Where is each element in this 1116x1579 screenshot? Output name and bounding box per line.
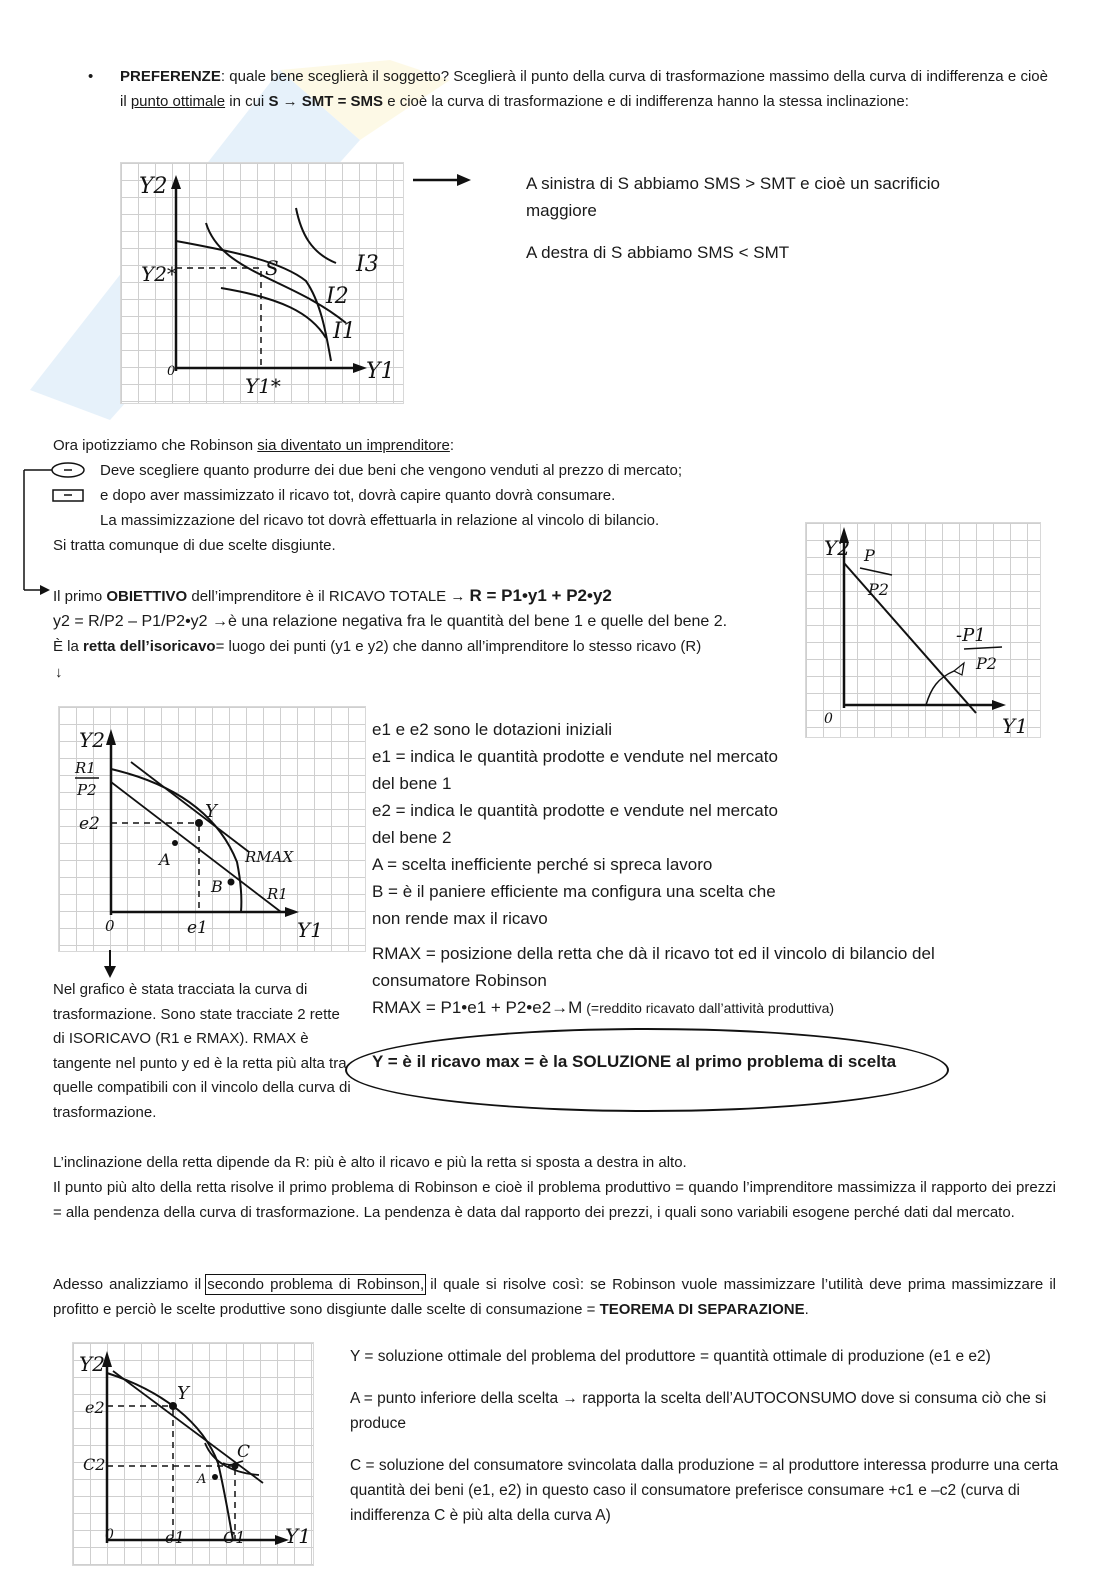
left-note: Nel grafico è stata tracciata la curva di trasformazione. Sono state tracciate 2 rette di ISORICAVO (R1 e RMAX). RMAX è tangente nel punto y ed è la retta più alta tra quelle compatibili con il vincolo della curva di trasformazione. xyxy=(53,981,351,1121)
down-arrow-icon xyxy=(100,950,120,980)
robinson-line-4: Si tratta comunque di due scelte disgiunte. xyxy=(53,537,336,554)
rmax-definition xyxy=(372,940,1012,1022)
fig2-x-axis: Y1 xyxy=(1002,714,1028,737)
endowments-line-3: e2 = indica le quantità prodotte e vendute nel mercato del bene 2 xyxy=(372,801,778,847)
fig4-c2: C2 xyxy=(83,1455,106,1474)
second-b: il quale si risolve così: se Robinson vuole massimizzare l’utilità deve prima massimizzare il profitto e perciò le scelte produttive sono disgiunte dalle scelte di consumazione = xyxy=(53,1276,1057,1318)
fig4-e2: e2 xyxy=(85,1398,105,1417)
robinson-intro xyxy=(53,433,773,458)
figure-rmax xyxy=(58,706,366,952)
fig4-c1: C1 xyxy=(223,1528,246,1547)
isoricavo-chart xyxy=(806,523,1040,737)
endowments-line-2: e1 = indica le quantità prodotte e vendute nel mercato del bene 1 xyxy=(372,747,778,793)
equation-line: y2 = R/P2 – P1/P2•y2 →è una relazione negativa fra le quantità del bene 1 e quelle del bene 2. xyxy=(53,613,728,630)
preferences-formula: S → SMT = SMS xyxy=(268,93,384,110)
objective-b: dell’imprenditore è il RICAVO TOTALE → xyxy=(187,588,470,605)
fig3-e2: e2 xyxy=(79,814,100,834)
rmax-formula-note: (=reddito ricavato dall’attività produttiva) xyxy=(582,1000,835,1016)
fig4-y-axis: Y2 xyxy=(79,1352,105,1376)
fig3-e1: e1 xyxy=(187,918,208,938)
fig4-origin: 0 xyxy=(105,1527,114,1543)
optimal-point-link: punto ottimale xyxy=(130,93,226,110)
figure-isoricavo xyxy=(805,522,1041,738)
fig1-y-star: Y2* xyxy=(141,262,177,286)
rmax-chart xyxy=(59,707,365,951)
fig2-slope-den: P2 xyxy=(976,654,997,673)
fig3-x-axis: Y1 xyxy=(297,918,323,942)
robinson-line-3: La massimizzazione del ricavo tot dovrà effettuarla in relazione al vincolo di bilancio. xyxy=(100,512,660,529)
fig2-slope-num: -P1 xyxy=(956,625,986,646)
figure-indifference xyxy=(120,162,404,404)
note-sms-right: A destra di S abbiamo SMS < SMT xyxy=(526,243,790,262)
fig1-curve-i1: I1 xyxy=(333,319,356,344)
preferences-text-2: in cui xyxy=(225,93,269,110)
fig1-x-axis: Y1 xyxy=(366,359,395,384)
fig3-r1-num: R1 xyxy=(75,759,96,777)
preferences-lead: PREFERENZE xyxy=(120,68,221,85)
isoricavo-b: = luogo dei punti (y1 e y2) che danno all’imprenditore lo stesso ricavo (R) xyxy=(215,638,702,655)
fig3-origin: 0 xyxy=(105,917,115,935)
fig2-y-axis: Y2 xyxy=(824,536,850,560)
fig1-origin: 0 xyxy=(167,364,176,379)
fig3-point-b: B xyxy=(211,877,223,896)
fig1-curve-i2: I2 xyxy=(326,284,349,309)
arrow-right-icon xyxy=(413,170,473,190)
fig3-rmax: RMAX xyxy=(245,848,294,866)
paragraph-highest-point: Il punto più alto della retta risolve il primo problema di Robinson e cioè il problema produttivo = quando l’imprenditore massimizza il rapporto dei prezzi = alla pendenza della curva di trasformazione. La pendenza è data dal rapporto dei prezzi, i quali sono variabili esogene perché dati dal mercato. xyxy=(53,1179,1056,1221)
fig3-y-axis: Y2 xyxy=(79,728,105,752)
endowments-line-4: A = scelta inefficiente perché si spreca lavoro xyxy=(372,855,713,874)
final-notes xyxy=(350,1344,1060,1528)
isoricavo-bold: retta dell’isoricavo xyxy=(83,638,216,655)
robinson-intro-b: : xyxy=(449,437,455,454)
rmax-line-6: RMAX = posizione della retta che dà il ricavo tot ed il vincolo di bilancio del consumatore Robinson xyxy=(372,944,935,990)
fig3-r1: R1 xyxy=(267,885,288,903)
final-note-c: C = soluzione del consumatore svincolata dalla produzione = al produttore interessa produrre una certa quantità dei beni (e1, e2) in questo caso il consumatore preferisce consumare +c1 e –c2 (curva di indifferenza C è più alta della curva A) xyxy=(350,1457,1059,1524)
robinson-line-1: Deve scegliere quanto produrre dei due beni che vengono venduti al prezzo di mercato; xyxy=(100,462,683,479)
separation-chart xyxy=(73,1343,313,1565)
figure-separation xyxy=(72,1342,314,1566)
solution-text: Y = è il ricavo max = è la SOLUZIONE al primo problema di scelta xyxy=(372,1052,897,1071)
paragraph-second-problem xyxy=(53,1272,1056,1322)
fig2-intercept-num: P xyxy=(864,546,875,565)
bullet: • xyxy=(88,68,94,85)
robinson-intro-link: sia diventato un imprenditore xyxy=(257,437,450,454)
objective-a: Il primo xyxy=(53,588,107,605)
paragraph-inclination: L’inclinazione della retta dipende da R: più è alto il ricavo e più la retta si sposta a destra in alto. xyxy=(53,1154,687,1171)
second-a: Adesso analizziamo il xyxy=(53,1276,208,1293)
separation-theorem: TEOREMA DI SEPARAZIONE xyxy=(599,1301,805,1318)
rmax-line-7 xyxy=(372,994,1012,1022)
fig4-point-c: C xyxy=(237,1442,251,1462)
note-sms-left: A sinistra di S abbiamo SMS > SMT e cioè un sacrificio maggiore xyxy=(526,174,941,220)
isoricavo-a: È la xyxy=(53,638,84,655)
robinson-line-2: e dopo aver massimizzato il ricavo tot, dovrà capire quanto dovrà consumare. xyxy=(100,487,616,504)
isoricavo-line xyxy=(53,634,813,659)
final-note-a: A = punto inferiore della scelta → rapporta la scelta dell’AUTOCONSUMO dove si consuma ciò che si produce xyxy=(350,1390,1047,1432)
fig4-point-y: Y xyxy=(177,1383,189,1404)
fig4-x-axis: Y1 xyxy=(285,1524,311,1548)
endowments-line-1: e1 e e2 sono le dotazioni iniziali xyxy=(372,720,613,739)
fig2-origin: 0 xyxy=(824,711,833,727)
bracket-arrow-icon xyxy=(20,458,100,598)
indifference-chart xyxy=(121,163,403,403)
second-c: . xyxy=(804,1301,809,1318)
fig2-intercept-den: P2 xyxy=(868,580,889,599)
endowments-block xyxy=(372,716,792,932)
objective-formula: R = P1•y1 + P2•y2 xyxy=(469,586,612,605)
fig3-r1-den: P2 xyxy=(77,781,97,799)
preferences-text-3: e cioè la curva di trasformazione e di indifferenza hanno la stessa inclinazione: xyxy=(383,93,909,110)
fig1-point-s: S xyxy=(265,256,279,280)
fig3-point-a: A xyxy=(159,850,171,869)
down-arrow-icon: ↓ xyxy=(55,664,63,681)
rmax-formula: RMAX = P1•e1 + P2•e2→M xyxy=(372,998,583,1017)
objective-line xyxy=(53,583,793,609)
fig1-curve-i3: I3 xyxy=(356,252,379,277)
objective-bold: OBIETTIVO xyxy=(106,588,188,605)
final-note-y: Y = soluzione ottimale del problema del produttore = quantità ottimale di produzione (e1 e e2) xyxy=(350,1348,991,1365)
preferences-text-1: : quale bene sceglierà il soggetto? Sceglierà il punto della curva di trasformazione massimo della curva di indifferenza e cioè il xyxy=(120,68,1048,110)
preferences-paragraph xyxy=(88,64,1048,114)
fig1-y-axis: Y2 xyxy=(139,174,168,199)
fig3-point-y: Y xyxy=(205,801,217,822)
robinson-intro-a: Ora ipotizziamo che Robinson xyxy=(53,437,258,454)
fig4-point-a: A xyxy=(197,1472,207,1487)
fig1-x-star: Y1* xyxy=(245,374,281,398)
second-boxed: secondo problema di Robinson, xyxy=(207,1276,425,1293)
endowments-line-5: B = è il paniere efficiente ma configura una scelta che non rende max il ricavo xyxy=(372,882,776,928)
fig4-e1: e1 xyxy=(165,1528,185,1547)
